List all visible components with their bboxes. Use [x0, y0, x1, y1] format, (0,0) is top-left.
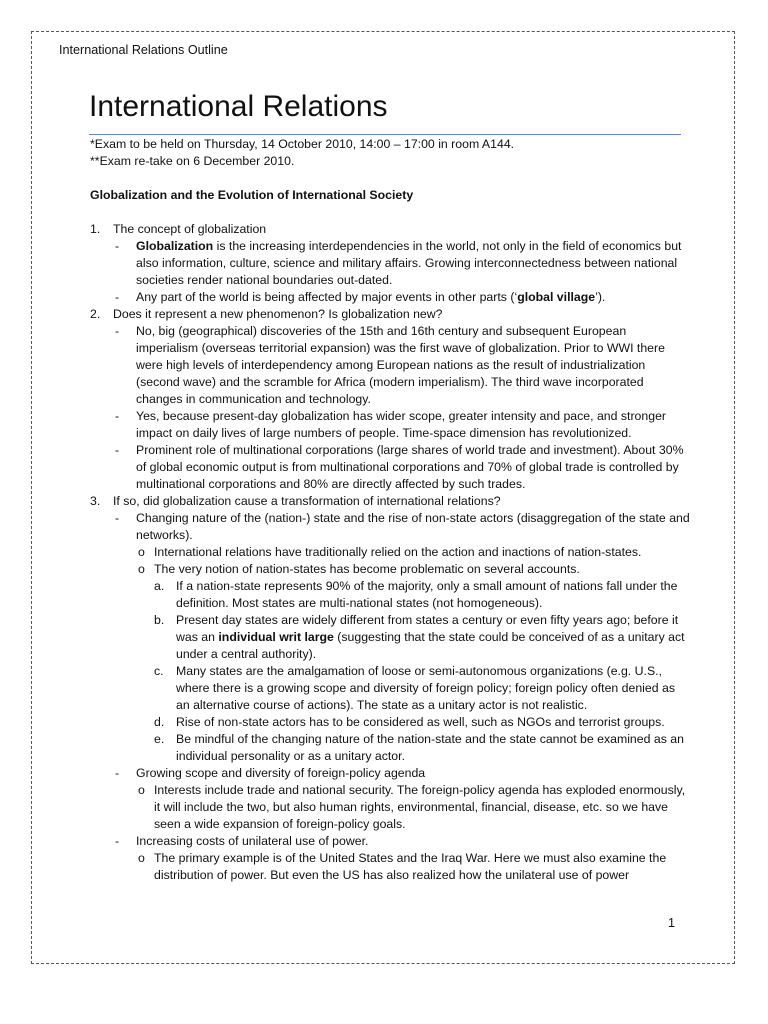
dash-marker: - — [115, 766, 120, 780]
lettered-text: Many states are the amalgamation of loose or semi-autonomous organizations (e.g. U.S., where there is a growing scope and diversity of foreign policy; foreign policy often denied as an alternative course of actions). The state as a unitary actor is not realistic. — [176, 664, 675, 712]
bullet-item — [113, 765, 690, 833]
dash-marker: - — [115, 290, 120, 304]
exam-note: *Exam to be held on Thursday, 14 October 2010, 14:00 – 17:00 in room A144. — [90, 137, 515, 151]
bullet-text: Growing scope and diversity of foreign-policy agenda — [136, 766, 426, 780]
dash-marker: - — [115, 409, 120, 423]
term: Globalization — [136, 239, 214, 253]
outline-item — [90, 306, 690, 493]
bullet-list — [113, 510, 690, 884]
lettered-item — [154, 731, 690, 765]
lettered-item — [154, 578, 690, 612]
section-heading: Globalization and the Evolution of International Society — [90, 188, 414, 202]
letter-marker: b. — [154, 613, 165, 627]
circle-marker: o — [138, 562, 145, 576]
lettered-item — [154, 714, 690, 731]
lettered-item — [154, 612, 690, 663]
outline-item — [90, 493, 690, 884]
sub-bullet-list — [136, 782, 690, 833]
page-title: International Relations — [89, 90, 388, 123]
outline-item — [90, 221, 690, 306]
sub-bullet-item — [136, 850, 690, 884]
letter-marker: e. — [154, 732, 165, 746]
spacer — [90, 170, 690, 187]
lettered-text: Rise of non-state actors has to be considered as well, such as NGOs and terrorist groups. — [176, 715, 665, 729]
page-number: 1 — [668, 916, 676, 930]
bullet-text: Yes, because present-day globalization has wider scope, greater intensity and pace, and stronger impact on daily lives of large numbers of people. Time-space dimension has revolutionized. — [136, 409, 667, 440]
dash-marker: - — [115, 443, 120, 457]
lettered-text: If a nation-state represents 90% of the majority, only a small amount of nations fall under the definition. Most states are multi-national states (not homogeneous). — [176, 579, 678, 610]
bullet-item — [113, 833, 690, 884]
sub-bullet-text: The primary example is of the United States and the Iraq War. Here we must also examine the distribution of power. But even the US has also realized how the unilateral use of power — [154, 851, 667, 882]
circle-marker: o — [138, 545, 145, 559]
circle-marker: o — [138, 783, 145, 797]
circle-marker: o — [138, 851, 145, 865]
item-text: If so, did globalization cause a transformation of international relations? — [113, 494, 501, 508]
bullet-text: Prominent role of multinational corporations (large shares of world trade and investment). About 30% of global economic output is from multinational corporations and 70% of global trade is controlled by multinational corporations and 80% are directly affected by such trades. — [136, 443, 684, 491]
title-rule — [89, 134, 681, 135]
letter-marker: a. — [154, 579, 165, 593]
retake-note: **Exam re-take on 6 December 2010. — [90, 154, 295, 168]
bullet-list — [113, 238, 690, 306]
sub-bullet-list — [136, 850, 690, 884]
bullet-item — [113, 408, 690, 442]
lettered-text: (suggesting that the state could be conceived of as a unitary act under a central authority). — [176, 630, 685, 661]
bullet-item — [113, 289, 690, 306]
sub-bullet-list — [136, 544, 690, 765]
item-text: Does it represent a new phenomenon? Is globalization new? — [113, 307, 443, 321]
bullet-item — [113, 238, 690, 289]
lettered-list — [154, 578, 690, 765]
bullet-item — [113, 510, 690, 765]
outline-list — [90, 221, 690, 884]
letter-marker: d. — [154, 715, 165, 729]
lettered-text: Present day states are widely different from states a century or even fifty years ago; before it was an — [176, 613, 679, 644]
item-text: The concept of globalization — [113, 222, 267, 236]
dash-marker: - — [115, 834, 120, 848]
sub-bullet-item — [136, 782, 690, 833]
sub-bullet-text: The very notion of nation-states has become problematic on several accounts. — [154, 562, 580, 576]
bullet-text: No, big (geographical) discoveries of the 15th and 16th century and subsequent European imperialism (overseas territorial expansion) was the first wave of globalization. Prior to WWI there were high levels of interdependency among European nations as the result of industrialization (second wave) and the scramble for Africa (modern imperialism). The third wave incorporated changes in communication and technology. — [136, 324, 665, 406]
dash-marker: - — [115, 324, 120, 338]
lettered-text: Be mindful of the changing nature of the nation-state and the state cannot be examined as an individual personality or as a unitary actor. — [176, 732, 684, 763]
spacer — [90, 204, 690, 221]
bullet-text: is the increasing interdependencies in the world, not only in the field of economics but also information, culture, science and military affairs. Growing interconnectedness between national societies render national boundaries out-dated. — [136, 239, 682, 287]
item-number: 1. — [90, 222, 101, 236]
bullet-item — [113, 323, 690, 408]
bullet-text: ’). — [595, 290, 606, 304]
bullet-text: Any part of the world is being affected by major events in other parts (‘ — [136, 290, 518, 304]
item-number: 3. — [90, 494, 101, 508]
sub-bullet-item — [136, 544, 690, 561]
bullet-item — [113, 442, 690, 493]
sub-bullet-text: Interests include trade and national security. The foreign-policy agenda has exploded enormously, it will include the two, but also human rights, environmental, financial, disease, etc. so we have seen a wide expansion of foreign-policy goals. — [154, 783, 686, 831]
bullet-list — [113, 323, 690, 493]
sub-bullet-text: International relations have traditionally relied on the action and inactions of nation-states. — [154, 545, 642, 559]
bullet-text: Increasing costs of unilateral use of power. — [136, 834, 369, 848]
lettered-item — [154, 663, 690, 714]
sub-bullet-item — [136, 561, 690, 765]
item-number: 2. — [90, 307, 101, 321]
bullet-text: Changing nature of the (nation-) state and the rise of non-state actors (disaggregation of the state and networks). — [136, 511, 690, 542]
dash-marker: - — [115, 239, 120, 253]
running-header: International Relations Outline — [59, 43, 228, 57]
document-body — [90, 136, 690, 884]
term: global village — [517, 290, 596, 304]
letter-marker: c. — [154, 664, 164, 678]
dash-marker: - — [115, 511, 120, 525]
term: individual writ large — [218, 630, 334, 644]
